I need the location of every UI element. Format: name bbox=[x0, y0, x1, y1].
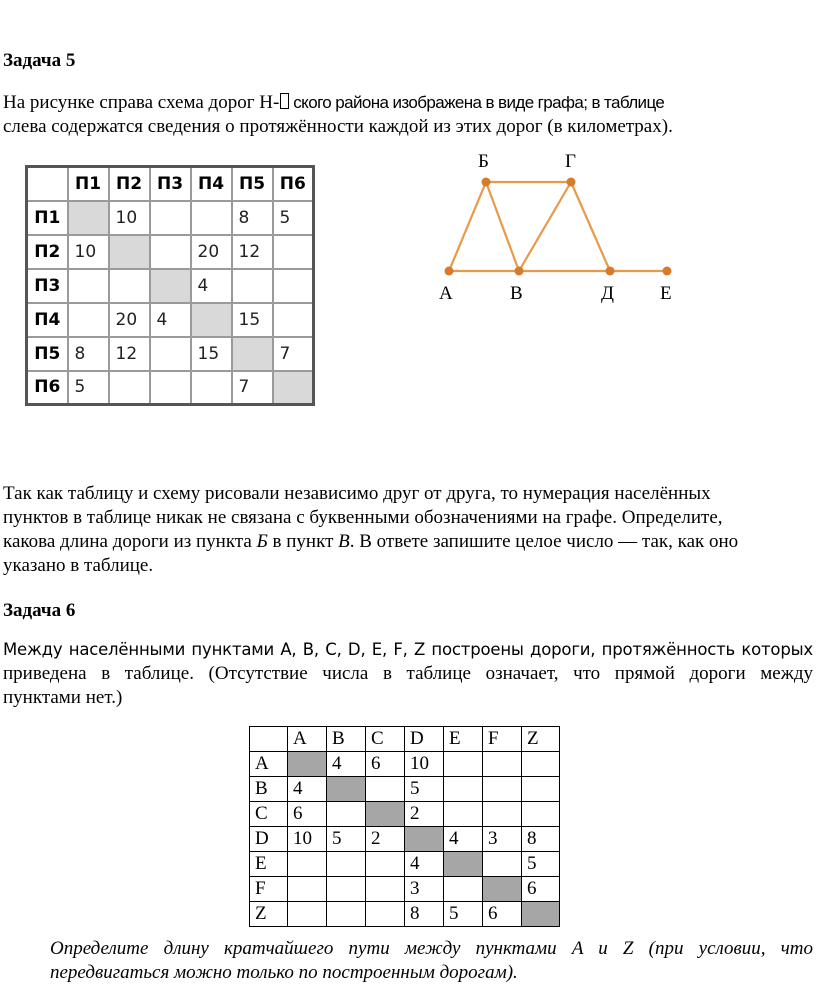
table-cell: 5 bbox=[444, 902, 483, 927]
diagonal-cell bbox=[68, 201, 109, 235]
table-cell bbox=[366, 877, 405, 902]
table-cell bbox=[327, 902, 366, 927]
table-cell: 2 bbox=[366, 827, 405, 852]
column-header: A bbox=[288, 727, 327, 752]
table-cell bbox=[444, 752, 483, 777]
table-cell: 12 bbox=[109, 337, 150, 371]
table-cell bbox=[327, 852, 366, 877]
task5-question-line1: Так как таблицу и схему рисовали независимо друг от друга, то нумерация населённых bbox=[3, 483, 711, 504]
table-corner-cell bbox=[250, 727, 288, 752]
node-v bbox=[515, 267, 524, 276]
diagonal-cell bbox=[405, 827, 444, 852]
edge-b-v bbox=[486, 182, 519, 271]
column-header: Z bbox=[522, 727, 560, 752]
task6-question bbox=[50, 937, 813, 985]
table-cell bbox=[288, 877, 327, 902]
column-header: B bbox=[327, 727, 366, 752]
table-cell: 2 bbox=[405, 802, 444, 827]
row-header: П1 bbox=[27, 201, 68, 235]
table-cell bbox=[273, 269, 314, 303]
table-cell: 7 bbox=[232, 371, 273, 405]
task5-distance-table bbox=[25, 165, 315, 406]
row-header: П2 bbox=[27, 235, 68, 269]
column-header: П3 bbox=[150, 167, 191, 201]
table-cell bbox=[288, 902, 327, 927]
table-cell bbox=[232, 269, 273, 303]
task5-road-graph bbox=[420, 145, 700, 320]
table-cell: 4 bbox=[327, 752, 366, 777]
column-header: D bbox=[405, 727, 444, 752]
task6-question-line2: передвигаться можно только по построенным дорогам). bbox=[50, 962, 518, 983]
node-label-a: А bbox=[439, 283, 453, 304]
table-header-row bbox=[250, 727, 560, 752]
table-cell bbox=[522, 802, 560, 827]
table-cell bbox=[150, 371, 191, 405]
node-label-g: Г bbox=[565, 151, 576, 172]
table-cell bbox=[150, 337, 191, 371]
column-header: П1 bbox=[68, 167, 109, 201]
table-row bbox=[250, 752, 560, 777]
table-row bbox=[250, 827, 560, 852]
table-cell: 5 bbox=[405, 777, 444, 802]
table-cell: 4 bbox=[288, 777, 327, 802]
task5-question-line4: указано в таблице. bbox=[3, 555, 154, 576]
table-cell bbox=[273, 303, 314, 337]
task6-intro-line3: пунктами нет.) bbox=[3, 687, 123, 708]
node-label-b: Б bbox=[478, 151, 489, 172]
table-cell: 6 bbox=[483, 902, 522, 927]
row-header: B bbox=[250, 777, 288, 802]
column-header: П6 bbox=[273, 167, 314, 201]
table-cell bbox=[483, 752, 522, 777]
table-cell bbox=[191, 201, 232, 235]
table-cell bbox=[483, 852, 522, 877]
column-header: E bbox=[444, 727, 483, 752]
table-cell bbox=[444, 802, 483, 827]
node-label-e: Е bbox=[660, 283, 672, 304]
task5-heading: Задача 5 bbox=[3, 50, 76, 71]
column-header: П5 bbox=[232, 167, 273, 201]
table-cell: 3 bbox=[483, 827, 522, 852]
task6-heading: Задача 6 bbox=[3, 600, 76, 621]
table-cell bbox=[68, 303, 109, 337]
table-cell bbox=[444, 877, 483, 902]
point-b-italic: Б bbox=[256, 531, 268, 552]
table-cell: 4 bbox=[444, 827, 483, 852]
edge-g-d bbox=[571, 182, 610, 271]
row-header: П3 bbox=[27, 269, 68, 303]
node-label-v: В bbox=[510, 283, 523, 304]
task6-intro bbox=[3, 638, 813, 710]
task6-question-line1: Определите длину кратчайшего пути между пунктами A и Z (при условии, что bbox=[50, 938, 813, 959]
table-cell: 6 bbox=[288, 802, 327, 827]
diagonal-cell bbox=[232, 337, 273, 371]
task6-intro-line1: Между населёнными пунктами A, B, C, D, E, F, Z построены дороги, протяжённость которых bbox=[3, 640, 813, 659]
diagonal-cell bbox=[327, 777, 366, 802]
table-cell: 4 bbox=[191, 269, 232, 303]
table-cell: 4 bbox=[405, 852, 444, 877]
table-row bbox=[250, 777, 560, 802]
table-row bbox=[27, 371, 314, 405]
table-cell bbox=[288, 852, 327, 877]
node-g bbox=[567, 178, 576, 187]
table-row bbox=[27, 303, 314, 337]
graph-edges bbox=[449, 182, 667, 271]
node-label-d: Д bbox=[601, 283, 614, 304]
diagonal-cell bbox=[444, 852, 483, 877]
row-header: D bbox=[250, 827, 288, 852]
column-header: F bbox=[483, 727, 522, 752]
task5-question-line2: пунктов в таблице никак не связана с буквенными обозначениями на графе. Определите, bbox=[3, 507, 723, 528]
diagonal-cell bbox=[483, 877, 522, 902]
table-row bbox=[27, 337, 314, 371]
task5-question bbox=[3, 482, 813, 578]
task6-distance-table bbox=[249, 726, 560, 927]
table-cell: 20 bbox=[191, 235, 232, 269]
diagonal-cell bbox=[366, 802, 405, 827]
table-cell: 3 bbox=[405, 877, 444, 902]
column-header: C bbox=[366, 727, 405, 752]
task5-intro-line2: слева содержатся сведения о протяжённости каждой из этих дорог (в километрах). bbox=[3, 116, 673, 137]
table-cell bbox=[109, 371, 150, 405]
table-cell bbox=[444, 777, 483, 802]
table-cell: 8 bbox=[232, 201, 273, 235]
diagonal-cell bbox=[522, 902, 560, 927]
diagonal-cell bbox=[109, 235, 150, 269]
table-cell: 5 bbox=[68, 371, 109, 405]
table-header-row bbox=[27, 167, 314, 201]
table-corner-cell bbox=[27, 167, 68, 201]
table-cell: 10 bbox=[109, 201, 150, 235]
table-cell bbox=[150, 201, 191, 235]
table-cell: 15 bbox=[232, 303, 273, 337]
row-header: C bbox=[250, 802, 288, 827]
edge-a-b bbox=[449, 182, 486, 271]
table-cell: 6 bbox=[522, 877, 560, 902]
point-v-italic: В bbox=[338, 531, 350, 552]
table-cell bbox=[522, 752, 560, 777]
table-cell: 5 bbox=[273, 201, 314, 235]
node-d bbox=[606, 267, 615, 276]
table-row bbox=[27, 201, 314, 235]
table-cell: 20 bbox=[109, 303, 150, 337]
row-header: П6 bbox=[27, 371, 68, 405]
table-cell bbox=[483, 802, 522, 827]
table-cell bbox=[483, 777, 522, 802]
table-cell: 8 bbox=[405, 902, 444, 927]
table-cell: 7 bbox=[273, 337, 314, 371]
row-header: F bbox=[250, 877, 288, 902]
diagonal-cell bbox=[191, 303, 232, 337]
table-cell bbox=[109, 269, 150, 303]
table-row bbox=[250, 902, 560, 927]
table-row bbox=[27, 269, 314, 303]
task6-intro-line2: приведена в таблице. (Отсутствие числа в таблице означает, что прямой дороги между bbox=[3, 663, 813, 684]
table-row bbox=[27, 235, 314, 269]
table-cell: 10 bbox=[405, 752, 444, 777]
row-header: П4 bbox=[27, 303, 68, 337]
table-cell: 5 bbox=[522, 852, 560, 877]
row-header: A bbox=[250, 752, 288, 777]
table-cell bbox=[327, 802, 366, 827]
table-cell: 10 bbox=[288, 827, 327, 852]
task5-intro-line1-serif: На рисунке справа схема дорог Н- bbox=[3, 92, 280, 113]
missing-glyph-icon bbox=[280, 93, 289, 109]
table-cell: 15 bbox=[191, 337, 232, 371]
diagonal-cell bbox=[288, 752, 327, 777]
node-b bbox=[482, 178, 491, 187]
table-cell: 10 bbox=[68, 235, 109, 269]
table-cell bbox=[191, 371, 232, 405]
table-row bbox=[250, 852, 560, 877]
row-header: П5 bbox=[27, 337, 68, 371]
graph-nodes bbox=[445, 178, 672, 276]
table-cell: 12 bbox=[232, 235, 273, 269]
diagonal-cell bbox=[150, 269, 191, 303]
table-row bbox=[250, 802, 560, 827]
column-header: П2 bbox=[109, 167, 150, 201]
node-a bbox=[445, 267, 454, 276]
table-cell: 5 bbox=[327, 827, 366, 852]
table-cell: 8 bbox=[68, 337, 109, 371]
table-cell: 8 bbox=[522, 827, 560, 852]
node-e bbox=[663, 267, 672, 276]
table-cell bbox=[273, 235, 314, 269]
table-cell bbox=[366, 777, 405, 802]
row-header: Z bbox=[250, 902, 288, 927]
table-row bbox=[250, 877, 560, 902]
row-header: E bbox=[250, 852, 288, 877]
table-cell: 4 bbox=[150, 303, 191, 337]
table-cell bbox=[366, 902, 405, 927]
table-cell: 6 bbox=[366, 752, 405, 777]
column-header: П4 bbox=[191, 167, 232, 201]
task5-intro-line1-sans: ского района изображена в виде графа; в таблице bbox=[293, 93, 665, 112]
table-cell bbox=[366, 852, 405, 877]
edge-v-g bbox=[519, 182, 571, 271]
table-cell bbox=[150, 235, 191, 269]
table-cell bbox=[327, 877, 366, 902]
task5-intro bbox=[3, 91, 813, 139]
task5-question-line3: какова длина дороги из пункта Б в пункт В. В ответе запишите целое число — так, как оно bbox=[3, 531, 739, 552]
diagonal-cell bbox=[273, 371, 314, 405]
table-cell bbox=[68, 269, 109, 303]
table-cell bbox=[522, 777, 560, 802]
